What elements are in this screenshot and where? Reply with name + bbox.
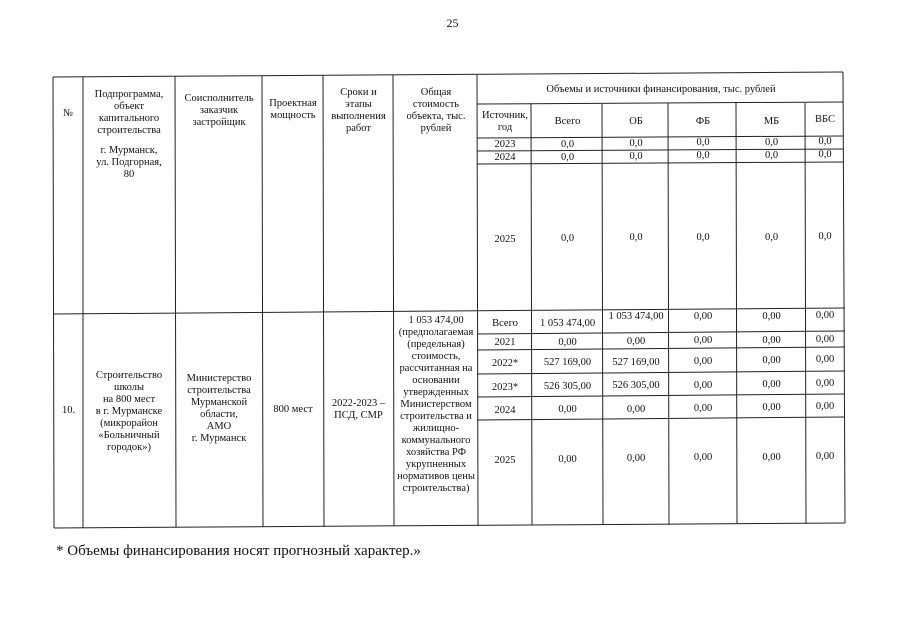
row10-2022-vbs: 0,00 — [815, 354, 835, 365]
row10-2023-mb: 0,00 — [762, 379, 781, 390]
row10-2024-mb: 0,00 — [762, 402, 781, 413]
row10-label-2024: 2024 — [494, 405, 516, 416]
row10-label-2021: 2021 — [494, 337, 516, 348]
header-fb: ФБ — [695, 116, 711, 127]
row10-2022-ob: 527 169,00 — [612, 357, 660, 368]
row10-total-ob: 1 053 474,00 — [608, 311, 664, 322]
row10-2023-vbs: 0,00 — [815, 378, 835, 389]
row10-capacity: 800 мест — [273, 404, 313, 415]
row10-2024-total: 0,00 — [558, 404, 577, 415]
row10-2021-total: 0,00 — [558, 337, 577, 348]
prev-2024-total: 0,0 — [560, 152, 575, 163]
row10-2024-vbs: 0,00 — [815, 401, 835, 412]
row10-total-fb: 0,00 — [693, 311, 713, 322]
row10-label-total: Всего — [492, 318, 518, 329]
row10-2023-ob: 526 305,00 — [612, 380, 660, 391]
row10-2022-total: 527 169,00 — [543, 357, 592, 368]
row10-2022-mb: 0,00 — [762, 355, 781, 366]
prev-year-2024: 2024 — [494, 152, 516, 163]
header-total: Всего — [554, 116, 581, 127]
row10-2021-fb: 0,00 — [693, 335, 713, 346]
header-mb: МБ — [763, 116, 780, 127]
row10-total-mb: 0,00 — [762, 311, 781, 322]
prev-2023-fb: 0,0 — [696, 137, 710, 148]
prev-2025-fb: 0,0 — [696, 232, 710, 243]
prev-2023-vbs: 0,0 — [818, 136, 832, 147]
header-executor: Соисполнитель заказчик застройщик — [184, 93, 254, 128]
row10-2023-fb: 0,00 — [693, 380, 713, 391]
row10-2021-vbs: 0,00 — [815, 334, 835, 345]
prev-2024-fb: 0,0 — [696, 150, 710, 161]
prev-2025-mb: 0,0 — [764, 232, 779, 243]
header-financing: Объемы и источники финансирования, тыс. рублей — [546, 84, 776, 95]
footnote: * Объемы финансирования носят прогнозный характер.» — [56, 543, 421, 559]
prev-2023-total: 0,0 — [560, 139, 575, 150]
row10-2025-vbs: 0,00 — [815, 451, 835, 462]
row10-total-total: 1 053 474,00 — [539, 318, 596, 329]
prev-2024-ob: 0,0 — [629, 151, 643, 162]
prev-2025-vbs: 0,0 — [818, 231, 832, 242]
row10-label-2022: 2022* — [491, 358, 519, 369]
row10-label-2025: 2025 — [494, 455, 516, 466]
row10-total-cost: 1 053 474,00 (предполагаемая (предельная) стоимость, рассчитанная на основании утвержденных Министерством строительства и жилищно- коммунального хозяйства РФ укрупненных нормативов цены строительства) — [397, 315, 475, 494]
header-terms: Сроки и этапы выполнения работ — [331, 87, 386, 134]
prev-object-address: г. Мурманск, ул. Подгорная, 80 — [96, 145, 162, 180]
row10-2025-total: 0,00 — [558, 454, 577, 465]
prev-2025-ob: 0,0 — [629, 232, 643, 243]
row10-total-vbs: 0,00 — [815, 310, 835, 321]
row10-2023-total: 526 305,00 — [543, 381, 592, 392]
row10-label-2023: 2023* — [491, 382, 519, 393]
header-no: № — [62, 108, 74, 119]
row10-2024-fb: 0,00 — [693, 403, 713, 414]
prev-2025-total: 0,0 — [560, 233, 575, 244]
row10-2024-ob: 0,00 — [626, 404, 646, 415]
row10-executor: Министерство строительства Мурманской области, АМО г. Мурманск — [186, 373, 252, 444]
header-subprogram: Подпрограмма, объект капитального строительства — [94, 89, 164, 136]
header-source-year: Источник, год — [482, 110, 528, 133]
row10-2025-ob: 0,00 — [626, 453, 646, 464]
prev-2023-mb: 0,0 — [764, 137, 779, 148]
row10-2025-mb: 0,00 — [762, 452, 781, 463]
prev-2023-ob: 0,0 — [629, 138, 643, 149]
header-ob: ОБ — [629, 116, 643, 127]
prev-2024-vbs: 0,0 — [818, 149, 832, 160]
prev-2024-mb: 0,0 — [764, 150, 779, 161]
header-vbs: ВБС — [815, 114, 835, 125]
row10-2021-mb: 0,00 — [762, 335, 781, 346]
row10-terms: 2022-2023 – ПСД, СМР — [331, 398, 386, 421]
row10-no: 10. — [61, 405, 76, 416]
row10-2022-fb: 0,00 — [693, 356, 713, 367]
prev-year-2025: 2025 — [494, 234, 516, 245]
header-capacity: Проектная мощность — [269, 98, 317, 121]
header-total-cost: Общая стоимость объекта, тыс. рублей — [406, 87, 466, 134]
row10-object: Строительство школы на 800 мест в г. Мурманске (микрорайон «Больничный городок») — [95, 370, 163, 453]
row10-2021-ob: 0,00 — [626, 336, 646, 347]
row10-2025-fb: 0,00 — [693, 452, 713, 463]
prev-year-2023: 2023 — [494, 139, 516, 150]
page-number: 25 — [446, 16, 459, 30]
